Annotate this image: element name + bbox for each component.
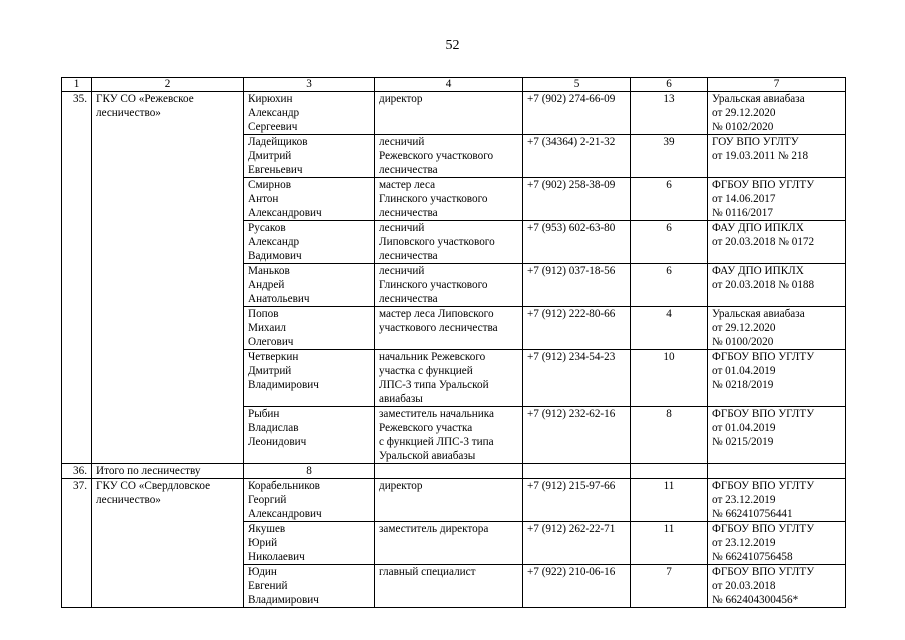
certificate-cell [708,178,846,221]
position-line: Режевского участка [379,422,473,434]
table-row [62,92,846,135]
phone-cell: +7 (902) 274-66-09 [523,92,631,135]
position-line: Глинского участкового [379,193,488,205]
certificate-cell [708,407,846,464]
phone-cell: +7 (902) 258-38-09 [523,178,631,221]
organization-cell [92,479,244,608]
name-line: Дмитрий [248,150,292,162]
total-row [62,464,846,479]
name-line: Кирюхин [248,93,293,105]
position-line: мастер леса Липовского [379,308,494,320]
name-line: Георгий [248,494,287,506]
name-line: Андрей [248,279,285,291]
position-line: директор [379,480,423,492]
experience-cell: 39 [631,135,708,178]
experience-cell: 6 [631,264,708,307]
col-header-4: 4 [375,78,523,92]
employee-name-cell [244,135,375,178]
edu-line: от 20.03.2018 [712,580,776,592]
position-cell [375,135,523,178]
certificate-cell [708,135,846,178]
col-header-5: 5 [523,78,631,92]
position-line: ЛПС-3 типа Уральской [379,379,489,391]
position-cell [375,178,523,221]
name-line: Русаков [248,222,286,234]
edu-line: Уральская авиабаза [712,93,805,105]
name-line: Владимирович [248,379,319,391]
name-line: Александрович [248,207,322,219]
total-value-cell: 8 [244,464,375,479]
edu-line: № 662404300456* [712,594,799,606]
name-line: Маньков [248,265,290,277]
edu-line: № 0218/2019 [712,379,774,391]
position-cell [375,221,523,264]
name-line: Владислав [248,422,299,434]
name-line: Евгеньевич [248,164,303,176]
total-empty-cell [375,464,523,479]
phone-cell: +7 (912) 262-22-71 [523,522,631,565]
position-line: лесничества [379,250,438,262]
experience-cell: 6 [631,221,708,264]
position-cell [375,479,523,522]
table-body [62,92,846,608]
position-line: авиабазы [379,393,423,405]
edu-line: ФГБОУ ВПО УГЛТУ [712,351,815,363]
employee-name-cell [244,264,375,307]
edu-line: от 29.12.2020 [712,107,776,119]
edu-line: № 0116/2017 [712,207,773,219]
certificate-cell [708,264,846,307]
position-line: лесничий [379,222,425,234]
total-empty-cell [631,464,708,479]
position-line: с функцией ЛПС-3 типа [379,436,494,448]
name-line: Николаевич [248,551,305,563]
name-line: Четверкин [248,351,299,363]
position-line: лесничий [379,265,425,277]
edu-line: от 14.06.2017 [712,193,776,205]
org-line: ГКУ СО «Свердловское [96,480,211,492]
position-cell [375,565,523,608]
phone-cell: +7 (912) 222-80-66 [523,307,631,350]
experience-cell: 13 [631,92,708,135]
experience-cell: 4 [631,307,708,350]
name-line: Александр [248,236,300,248]
employee-name-cell [244,479,375,522]
certificate-cell [708,565,846,608]
position-line: участка с функцией [379,365,473,377]
position-line: участкового лесничества [379,322,498,334]
name-line: Леонидович [248,436,307,448]
name-line: Сергеевич [248,121,298,133]
name-line: Михаил [248,322,286,334]
org-line: ГКУ СО «Режевское [96,93,194,105]
organization-cell [92,92,244,464]
page-number: 52 [445,38,460,53]
certificate-cell [708,307,846,350]
certificate-cell [708,92,846,135]
position-line: Липовского участкового [379,236,495,248]
position-line: Глинского участкового [379,279,488,291]
col-header-6: 6 [631,78,708,92]
position-line: начальник Режевского [379,351,486,363]
certificate-cell [708,350,846,407]
name-line: Попов [248,308,279,320]
total-number-cell: 36. [62,464,92,479]
employee-name-cell [244,307,375,350]
edu-line: ФГБОУ ВПО УГЛТУ [712,566,815,578]
employee-name-cell [244,221,375,264]
edu-line: ГОУ ВПО УГЛТУ [712,136,799,148]
name-line: Олегович [248,336,294,348]
position-line: Уральской авиабазы [379,450,476,462]
phone-cell: +7 (912) 234-54-23 [523,350,631,407]
edu-line: Уральская авиабаза [712,308,805,320]
edu-line: ФАУ ДПО ИПКЛХ [712,265,804,277]
experience-cell: 11 [631,522,708,565]
row-number-cell: 37. [62,479,92,608]
experience-cell: 6 [631,178,708,221]
edu-line: ФГБОУ ВПО УГЛТУ [712,408,815,420]
name-line: Вадимович [248,250,302,262]
name-line: Александр [248,107,300,119]
edu-line: ФАУ ДПО ИПКЛХ [712,222,804,234]
edu-line: № 0215/2019 [712,436,774,448]
edu-line: от 23.12.2019 [712,494,776,506]
table-row [62,479,846,522]
employee-name-cell [244,92,375,135]
total-empty-cell [523,464,631,479]
edu-line: № 662410756441 [712,508,793,520]
col-header-7: 7 [708,78,846,92]
name-line: Якушев [248,523,286,535]
experience-cell: 8 [631,407,708,464]
position-line: заместитель начальника [379,408,494,420]
col-header-1: 1 [62,78,92,92]
phone-cell: +7 (912) 037-18-56 [523,264,631,307]
col-header-3: 3 [244,78,375,92]
name-line: Евгений [248,580,288,592]
experience-cell: 10 [631,350,708,407]
staff-table [61,77,846,608]
position-line: главный специалист [379,566,476,578]
name-line: Смирнов [248,179,291,191]
name-line: Анатольевич [248,293,310,305]
name-line: Владимирович [248,594,319,606]
employee-name-cell [244,178,375,221]
position-line: лесничества [379,164,438,176]
position-cell [375,350,523,407]
phone-cell: +7 (922) 210-06-16 [523,565,631,608]
position-cell [375,92,523,135]
edu-line: от 29.12.2020 [712,322,776,334]
total-empty-cell [708,464,846,479]
name-line: Дмитрий [248,365,292,377]
name-line: Корабельников [248,480,320,492]
experience-cell: 7 [631,565,708,608]
edu-line: ФГБОУ ВПО УГЛТУ [712,179,815,191]
edu-line: ФГБОУ ВПО УГЛТУ [712,480,815,492]
edu-line: от 20.03.2018 № 0172 [712,236,815,248]
employee-name-cell [244,522,375,565]
edu-line: от 01.04.2019 [712,365,776,377]
name-line: Антон [248,193,279,205]
position-cell [375,407,523,464]
row-number-cell: 35. [62,92,92,464]
edu-line: ФГБОУ ВПО УГЛТУ [712,523,815,535]
org-line: лесничество» [96,107,161,119]
position-line: мастер леса [379,179,436,191]
total-label-cell: Итого по лесничеству [92,464,244,479]
edu-line: от 20.03.2018 № 0188 [712,279,815,291]
name-line: Ладейщиков [248,136,308,148]
name-line: Рыбин [248,408,280,420]
name-line: Юрий [248,537,278,549]
position-line: заместитель директора [379,523,489,535]
edu-line: от 23.12.2019 [712,537,776,549]
position-cell [375,307,523,350]
position-cell [375,522,523,565]
col-header-2: 2 [92,78,244,92]
header-row [62,78,846,92]
certificate-cell [708,479,846,522]
experience-cell: 11 [631,479,708,522]
phone-cell: +7 (912) 215-97-66 [523,479,631,522]
org-line: лесничество» [96,494,161,506]
phone-cell: +7 (34364) 2-21-32 [523,135,631,178]
position-line: лесничества [379,207,438,219]
edu-line: № 662410756458 [712,551,793,563]
name-line: Юдин [248,566,277,578]
phone-cell: +7 (953) 602-63-80 [523,221,631,264]
employee-name-cell [244,565,375,608]
name-line: Александрович [248,508,322,520]
employee-name-cell [244,350,375,407]
position-line: Режевского участкового [379,150,494,162]
position-cell [375,264,523,307]
edu-line: от 01.04.2019 [712,422,776,434]
edu-line: № 0100/2020 [712,336,774,348]
certificate-cell [708,221,846,264]
position-line: директор [379,93,423,105]
phone-cell: +7 (912) 232-62-16 [523,407,631,464]
employee-name-cell [244,407,375,464]
edu-line: № 0102/2020 [712,121,774,133]
certificate-cell [708,522,846,565]
position-line: лесничества [379,293,438,305]
position-line: лесничий [379,136,425,148]
edu-line: от 19.03.2011 № 218 [712,150,809,162]
